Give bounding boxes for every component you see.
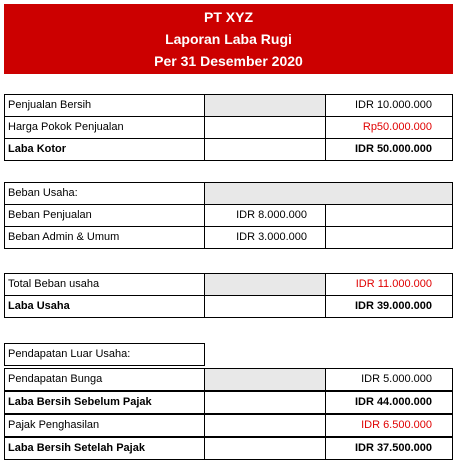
amount-cell [204, 391, 326, 414]
amount-cell [204, 437, 326, 460]
row-total-beban [4, 273, 453, 296]
total-cell: IDR 6.500.000 [325, 414, 453, 437]
row-laba-kotor [4, 138, 453, 161]
row-pendapatan-bunga [4, 368, 453, 391]
report-period: Per 31 Desember 2020 [154, 53, 303, 69]
amount-cell [204, 116, 326, 139]
total-cell: IDR 37.500.000 [325, 437, 453, 460]
row-harga-pokok [4, 116, 453, 139]
row-beban-usaha-heading [4, 182, 453, 205]
spacer-row [4, 248, 453, 271]
spacer-cell [4, 317, 205, 340]
label-cell: Laba Kotor [4, 138, 205, 161]
amount-cell: IDR 8.000.000 [204, 204, 326, 227]
row-pendapatan-luar-heading [4, 343, 453, 366]
label-cell: Pajak Penghasilan [4, 414, 205, 437]
label-cell: Total Beban usaha [4, 273, 205, 296]
label-cell: Beban Admin & Umum [4, 226, 205, 249]
label-cell: Penjualan Bersih [4, 94, 205, 117]
total-cell [325, 226, 453, 249]
label-cell: Pendapatan Luar Usaha: [4, 343, 205, 366]
row-laba-setelah-pajak [4, 437, 453, 460]
label-cell: Laba Bersih Setelah Pajak [4, 437, 205, 460]
report-header [4, 4, 453, 74]
label-cell: Laba Usaha [4, 295, 205, 318]
label-cell: Beban Penjualan [4, 204, 205, 227]
amount-cell: IDR 3.000.000 [204, 226, 326, 249]
spacer-cell [4, 160, 205, 183]
label-cell: Pendapatan Bunga [4, 368, 205, 391]
amount-cell [204, 273, 326, 296]
row-laba-usaha [4, 295, 453, 318]
amount-cell [204, 343, 326, 366]
row-beban-admin [4, 226, 453, 249]
total-cell: Rp50.000.000 [325, 116, 453, 139]
label-cell: Harga Pokok Penjualan [4, 116, 205, 139]
spacer-row [4, 317, 453, 340]
total-cell: IDR 11.000.000 [325, 273, 453, 296]
row-laba-sebelum-pajak [4, 391, 453, 414]
row-pajak-penghasilan [4, 414, 453, 437]
company-name: PT XYZ [203, 9, 253, 25]
amount-cell [204, 138, 326, 161]
amount-cell [204, 94, 326, 117]
amount-cell [204, 368, 326, 391]
total-cell [325, 182, 453, 205]
amount-cell [204, 414, 326, 437]
row-penjualan-bersih [4, 94, 453, 117]
total-cell: IDR 5.000.000 [325, 368, 453, 391]
label-cell: Laba Bersih Sebelum Pajak [4, 391, 205, 414]
total-cell: IDR 50.000.000 [325, 138, 453, 161]
total-cell: IDR 44.000.000 [325, 391, 453, 414]
amount-cell [204, 295, 326, 318]
label-cell: Beban Usaha: [4, 182, 205, 205]
report-title: Laporan Laba Rugi [165, 31, 292, 47]
total-cell: IDR 39.000.000 [325, 295, 453, 318]
total-cell: IDR 10.000.000 [325, 94, 453, 117]
total-cell [325, 204, 453, 227]
row-beban-penjualan [4, 204, 453, 227]
amount-cell [204, 182, 326, 205]
spacer-cell [4, 248, 205, 271]
spacer-row [4, 160, 453, 183]
